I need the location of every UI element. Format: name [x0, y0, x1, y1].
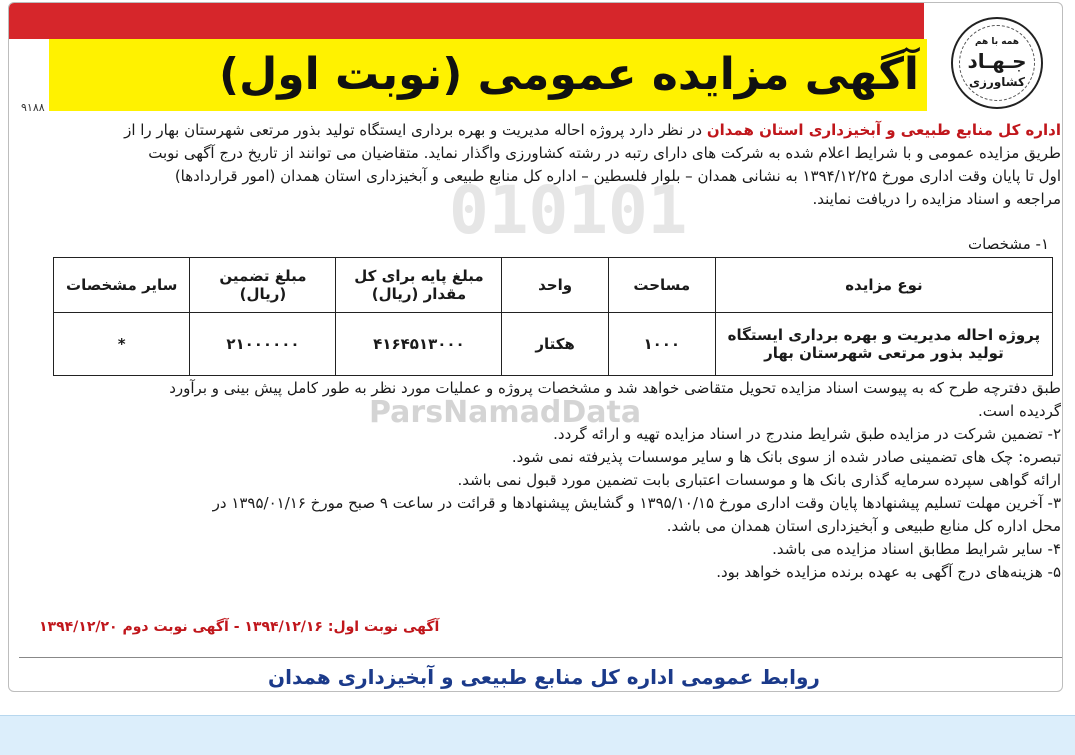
org-name: اداره کل منابع طبیعی و آبخیزداری استان همدان: [706, 121, 1061, 139]
intro-line-4: مراجعه و اسناد مزایده را دریافت نمایند.: [812, 190, 1061, 208]
body-line: طبق دفترچه طرح که به پیوست اسناد مزایده تحویل متقاضی خواهد شد و مشخصات پروژه و عملیات مورد نظر به طور کامل پیش بینی و برآورد: [169, 379, 1061, 397]
notice-dates: آگهی نوبت اول: ۱۳۹۴/۱۲/۱۶ - آگهی نوبت دوم ۱۳۹۴/۱۲/۲۰: [39, 619, 440, 635]
table-cell: ۱۰۰۰: [608, 313, 715, 376]
logo-top-text: همه با هم: [974, 37, 1020, 47]
intro-line-3: اول تا پایان وقت اداری مورخ ۱۳۹۴/۱۲/۲۵ به نشانی همدان – بلوار فلسطین – اداره کل منابع طبیعی و آبخیزداری استان همدان (امور قراردادها): [174, 167, 1061, 185]
watermark-digits: 010101: [449, 172, 688, 249]
body-line: ۳- آخرین مهلت تسلیم پیشنهادها پایان وقت اداری مورخ ۱۳۹۵/۱۰/۱۵ و گشایش پیشنهادها و قرائت در ساعت ۹ صبح مورخ ۱۳۹۵/۰۱/۱۶ در: [212, 494, 1061, 512]
intro-line-1: [21, 119, 1061, 142]
body-line: ۲- تضمین شرکت در مزایده طبق شرایط مندرج در اسناد مزایده تهیه و ارائه گردد.: [553, 425, 1061, 443]
body-line: تبصره: چک های تضمینی صادر شده از سوی بانک ها و سایر موسسات پذیرفته نمی شود.: [511, 448, 1061, 466]
watermark-brand: ParsNamadData: [369, 395, 642, 430]
table-cell: پروژه احاله مدیریت و بهره برداری ایستگاه تولید بذور مرتعی شهرستان بهار: [715, 313, 1052, 376]
table-header: مبلغ تضمین (ریال): [190, 258, 336, 313]
jahad-logo-icon: [951, 17, 1043, 109]
bottom-band: [0, 715, 1075, 755]
spec-heading: ۱- مشخصات: [967, 235, 1049, 253]
body-line: ۴- سایر شرایط مطابق اسناد مزایده می باشد.: [772, 540, 1061, 558]
body-line: گردیده است.: [977, 402, 1061, 420]
table-row: [54, 313, 1053, 376]
table-header: مبلغ پایه برای کل مقدار (ریال): [336, 258, 502, 313]
table-header: مساحت: [608, 258, 715, 313]
table-header: واحد: [502, 258, 608, 313]
table-cell: ۲۱۰۰۰۰۰۰: [190, 313, 336, 376]
table-cell: ۴۱۶۴۵۱۳۰۰۰: [336, 313, 502, 376]
footer-title: روابط عمومی اداره کل منابع طبیعی و آبخیزداری همدان: [268, 665, 820, 689]
table-header: نوع مزایده: [715, 258, 1052, 313]
table-header-row: [54, 258, 1053, 313]
footer-divider: [19, 657, 1063, 658]
header-red-bar: [9, 3, 924, 39]
body-line: محل اداره کل منابع طبیعی و آبخیزداری استان همدان می باشد.: [666, 517, 1061, 535]
table-header: سایر مشخصات: [54, 258, 190, 313]
table-cell: هکتار: [502, 313, 608, 376]
intro-line-2: طریق مزایده عمومی و با شرایط اعلام شده به شرکت های دارای رتبه در رشته کشاورزی واگذار نماید. متقاضیان می توانند از تاریخ درج آگهی نوبت: [148, 144, 1061, 162]
page-title: آگهی مزایده عمومی (نوبت اول): [218, 49, 919, 100]
logo-main-text: جـهـاد: [967, 49, 1027, 73]
body-line: ۵- هزینه‌های درج آگهی به عهده برنده مزایده خواهد بود.: [716, 563, 1061, 581]
logo-sub-text: کشاورزی: [969, 75, 1025, 89]
body-line: ارائه گواهی سپرده سرمایه گذاری بانک ها و موسسات اعتباری بابت تضمین مورد قبول نمی باشد.: [457, 471, 1061, 489]
table-cell: *: [54, 313, 190, 376]
items-table: [53, 257, 1053, 376]
notice-frame: [8, 2, 1063, 692]
intro-line-1-rest: در نظر دارد پروژه احاله مدیریت و بهره برداری ایستگاه تولید بذور مرتعی شهرستان بهار را از: [124, 121, 707, 139]
notice-number: ۹۱۸۸: [21, 101, 45, 114]
